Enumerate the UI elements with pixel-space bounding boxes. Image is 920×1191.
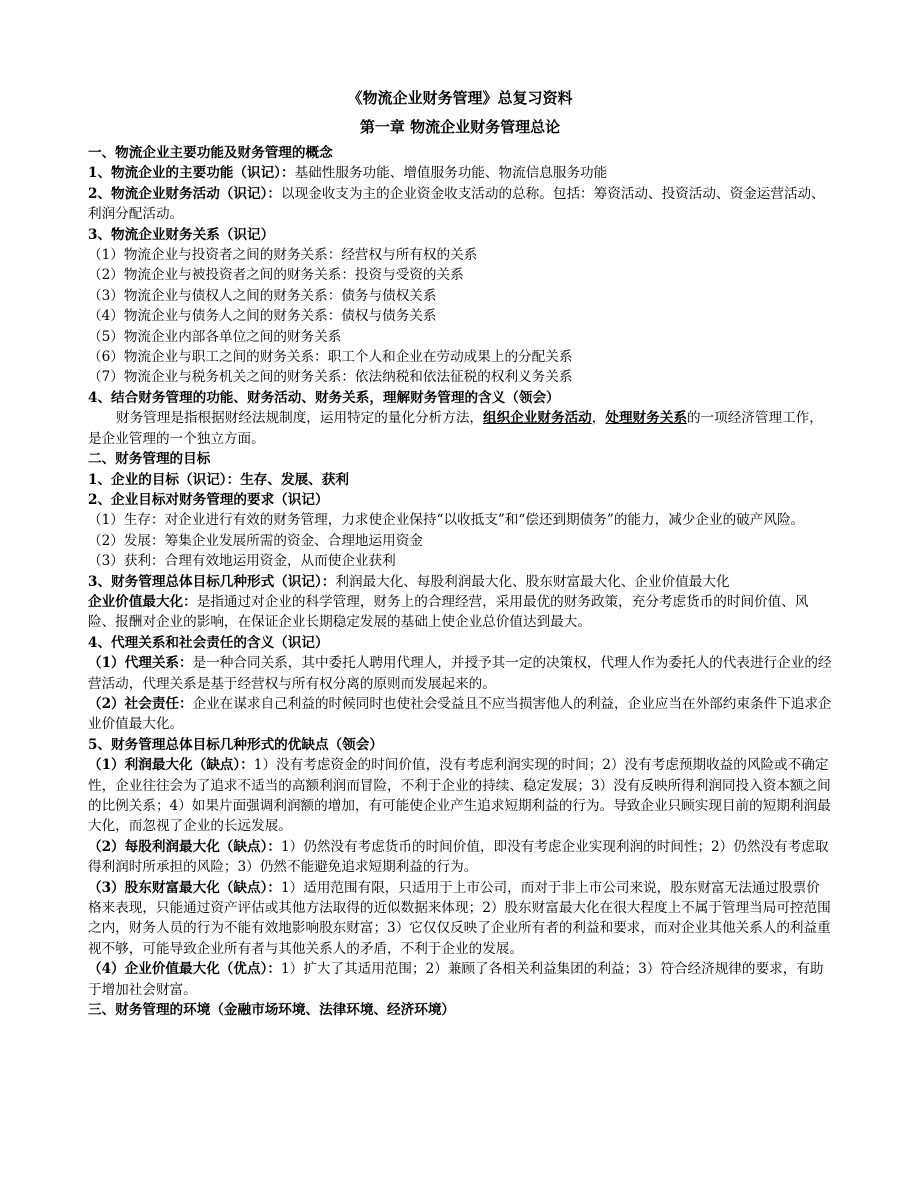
document-title: 《物流企业财务管理》总复习资料 bbox=[347, 89, 573, 107]
bold-text: 企业价值最大化： bbox=[88, 593, 197, 610]
body-text: 利润最大化、每股利润最大化、股东财富最大化、企业价值最大化 bbox=[335, 573, 730, 590]
paragraph-line bbox=[88, 245, 832, 265]
paragraph-line bbox=[88, 551, 832, 571]
paragraph-line bbox=[88, 225, 832, 245]
paragraph-line bbox=[88, 286, 832, 306]
body-text: （7）物流企业与税务机关之间的财务关系：依法纳税和依法征税的权利义务关系 bbox=[88, 369, 573, 386]
paragraph-line bbox=[88, 694, 832, 735]
paragraph-line bbox=[88, 592, 832, 633]
bold-text: 2、物流企业财务活动（识记）： bbox=[88, 185, 281, 202]
bold-text: （1）代理关系： bbox=[88, 655, 193, 672]
paragraph-line bbox=[88, 470, 832, 490]
body-text: 1）仍然没有考虑货币的时间价值，即没有考虑企业实现利润的时间性；2）仍然没有考虑取得利润时所承担的风险；3）仍然不能避免追求短期利益的行为。 bbox=[88, 838, 829, 876]
bold-text: 一、物流企业主要功能及财务管理的概念 bbox=[88, 145, 333, 161]
bold-text: 1、企业的目标（识记）：生存、发展、获利 bbox=[88, 471, 349, 488]
body-text: 基础性服务功能、增值服务功能、物流信息服务功能 bbox=[294, 165, 608, 182]
body-text: 企业在谋求自己利益的时候同时也使社会受益且不应当损害他人的利益，企业应当在外部约束条件下追求企业价值最大化。 bbox=[88, 695, 832, 733]
paragraph-line bbox=[88, 531, 832, 551]
body-text: 1）适用范围有限，只适用于上市公司，而对于非上市公司来说，股东财富无法通过股票价格来表现，只能通过资产评估或其他方法取得的近似数据来体现；2）股东财富最大化在很大程度上不属于管理当局可控范围之内，财务人员的行为不能有效地影响股东财富；3）它仅仅反映了企业所有者的利益和要求，而对企业其他关系人的利益重视不够，可能导致企业所有者与其他关系人的矛盾，不利于企业的发展。 bbox=[88, 879, 831, 957]
body-text: （6）物流企业与职工之间的财务关系：职工个人和企业在劳动成果上的分配关系 bbox=[88, 349, 573, 366]
paragraph-line bbox=[88, 408, 832, 449]
paragraph-line bbox=[88, 878, 832, 960]
paragraph-line bbox=[88, 163, 832, 183]
body-text: （1）生存：对企业进行有效的财务管理，力求使企业保持“以收抵支”和“偿还到期债务”的能力，减少企业的破产风险。 bbox=[88, 512, 805, 529]
bold-text: （2）每股利润最大化（缺点）： bbox=[88, 838, 281, 855]
bold-text: （1）利润最大化（缺点）： bbox=[88, 757, 254, 774]
paragraph-line bbox=[88, 837, 832, 878]
bold-text: 二、财务管理的目标 bbox=[88, 451, 211, 468]
body-text: ， bbox=[591, 410, 606, 427]
body-text: 的一项经济管理工作，是企业管理的一个独立方面。 bbox=[88, 410, 823, 447]
paragraph-line bbox=[88, 653, 832, 694]
body-text: （3）获利：合理有效地运用资金，从而使企业获利 bbox=[88, 553, 396, 570]
body-text: （3）物流企业与债权人之间的财务关系：债务与债权关系 bbox=[88, 287, 437, 304]
paragraph-line bbox=[88, 572, 832, 592]
paragraph-line bbox=[88, 959, 832, 1000]
paragraph-line bbox=[88, 735, 832, 755]
body-text: （2）发展：筹集企业发展所需的资金、合理地运用资金 bbox=[88, 532, 423, 549]
paragraph-line bbox=[88, 1000, 832, 1020]
paragraph-line bbox=[88, 490, 832, 510]
paragraph-line bbox=[88, 327, 832, 347]
paragraph-line bbox=[88, 143, 832, 163]
body-text: 财务管理是指根据财经法规制度，运用特定的量化分析方法， bbox=[116, 410, 484, 427]
paragraph-line bbox=[88, 306, 832, 326]
bold-text: 4、结合财务管理的功能、财务活动、财务关系，理解财务管理的含义（领会） bbox=[88, 389, 560, 406]
body-text: （2）物流企业与被投资者之间的财务关系：投资与受资的关系 bbox=[88, 267, 464, 284]
bold-text: 三、财务管理的环境（金融市场环境、法律环境、经济环境） bbox=[88, 1002, 456, 1019]
body-text: 是指通过对企业的科学管理，财务上的合理经营，采用最优的财务政策，充分考虑货币的时间价值、风险、报酬对企业的影响，在保证企业长期稳定发展的基础上使企业总价值达到最大。 bbox=[88, 593, 809, 631]
underlined-term: 组织企业财务活动 bbox=[483, 410, 592, 427]
bold-text: 2、企业目标对财务管理的要求（识记） bbox=[88, 491, 329, 508]
body-text: （4）物流企业与债务人之间的财务关系：债权与债务关系 bbox=[88, 308, 437, 325]
paragraph-line bbox=[88, 449, 832, 469]
paragraph-line bbox=[88, 184, 832, 225]
body-text: （5）物流企业内部各单位之间的财务关系 bbox=[88, 328, 342, 345]
bold-text: （3）股东财富最大化（缺点）： bbox=[88, 879, 281, 896]
body-text: 1）没有考虑资金的时间价值，没有考虑利润实现的时间；2）没有考虑预期收益的风险或不确定性，企业往往会为了追求不适当的高额利润而冒险，不利于企业的持续、稳定发展；3）没有反映所得利润同投入资本额之间的比例关系；4）如果片面强调利润额的增加，有可能使企业产生追求短期利益的行为。导致企业只顾实现目前的短期利润最大化，而忽视了企业的长远发展。 bbox=[88, 757, 831, 835]
bold-text: 3、财务管理总体目标几种形式（识记）： bbox=[88, 573, 336, 590]
paragraph-line bbox=[88, 510, 832, 530]
bold-text: （2）社会责任： bbox=[88, 695, 193, 712]
paragraph-line bbox=[88, 347, 832, 367]
body-text: 是一种合同关系，其中委托人聘用代理人，并授予其一定的决策权，代理人作为委托人的代表进行企业的经营活动，代理关系是基于经营权与所有权分离的原则而发展起来的。 bbox=[88, 655, 832, 692]
document-body bbox=[88, 143, 832, 1020]
body-text: （1）物流企业与投资者之间的财务关系：经营权与所有权的关系 bbox=[88, 247, 478, 264]
paragraph-line bbox=[88, 755, 832, 837]
paragraph-line bbox=[88, 633, 832, 653]
bold-text: 3、物流企业财务关系（识记） bbox=[88, 226, 275, 243]
paragraph-line bbox=[88, 265, 832, 285]
underlined-term: 处理财务关系 bbox=[605, 410, 687, 427]
body-text: 以现金收支为主的企业资金收支活动的总称。包括：筹资活动、投资活动、资金运营活动、利润分配活动。 bbox=[88, 185, 825, 223]
body-text: 1）扩大了其适用范围；2）兼顾了各相关利益集团的利益；3）符合经济规律的要求，有助于增加社会财富。 bbox=[88, 961, 824, 998]
bold-text: 1、物流企业的主要功能（识记）： bbox=[88, 165, 295, 182]
chapter-heading: 第一章 物流企业财务管理总论 bbox=[359, 118, 561, 136]
paragraph-line bbox=[88, 367, 832, 387]
bold-text: （4）企业价值最大化（优点）： bbox=[88, 961, 281, 978]
bold-text: 5、财务管理总体目标几种形式的优缺点（领会） bbox=[88, 736, 383, 753]
paragraph-line bbox=[88, 388, 832, 408]
bold-text: 4、代理关系和社会责任的含义（识记） bbox=[88, 634, 329, 651]
